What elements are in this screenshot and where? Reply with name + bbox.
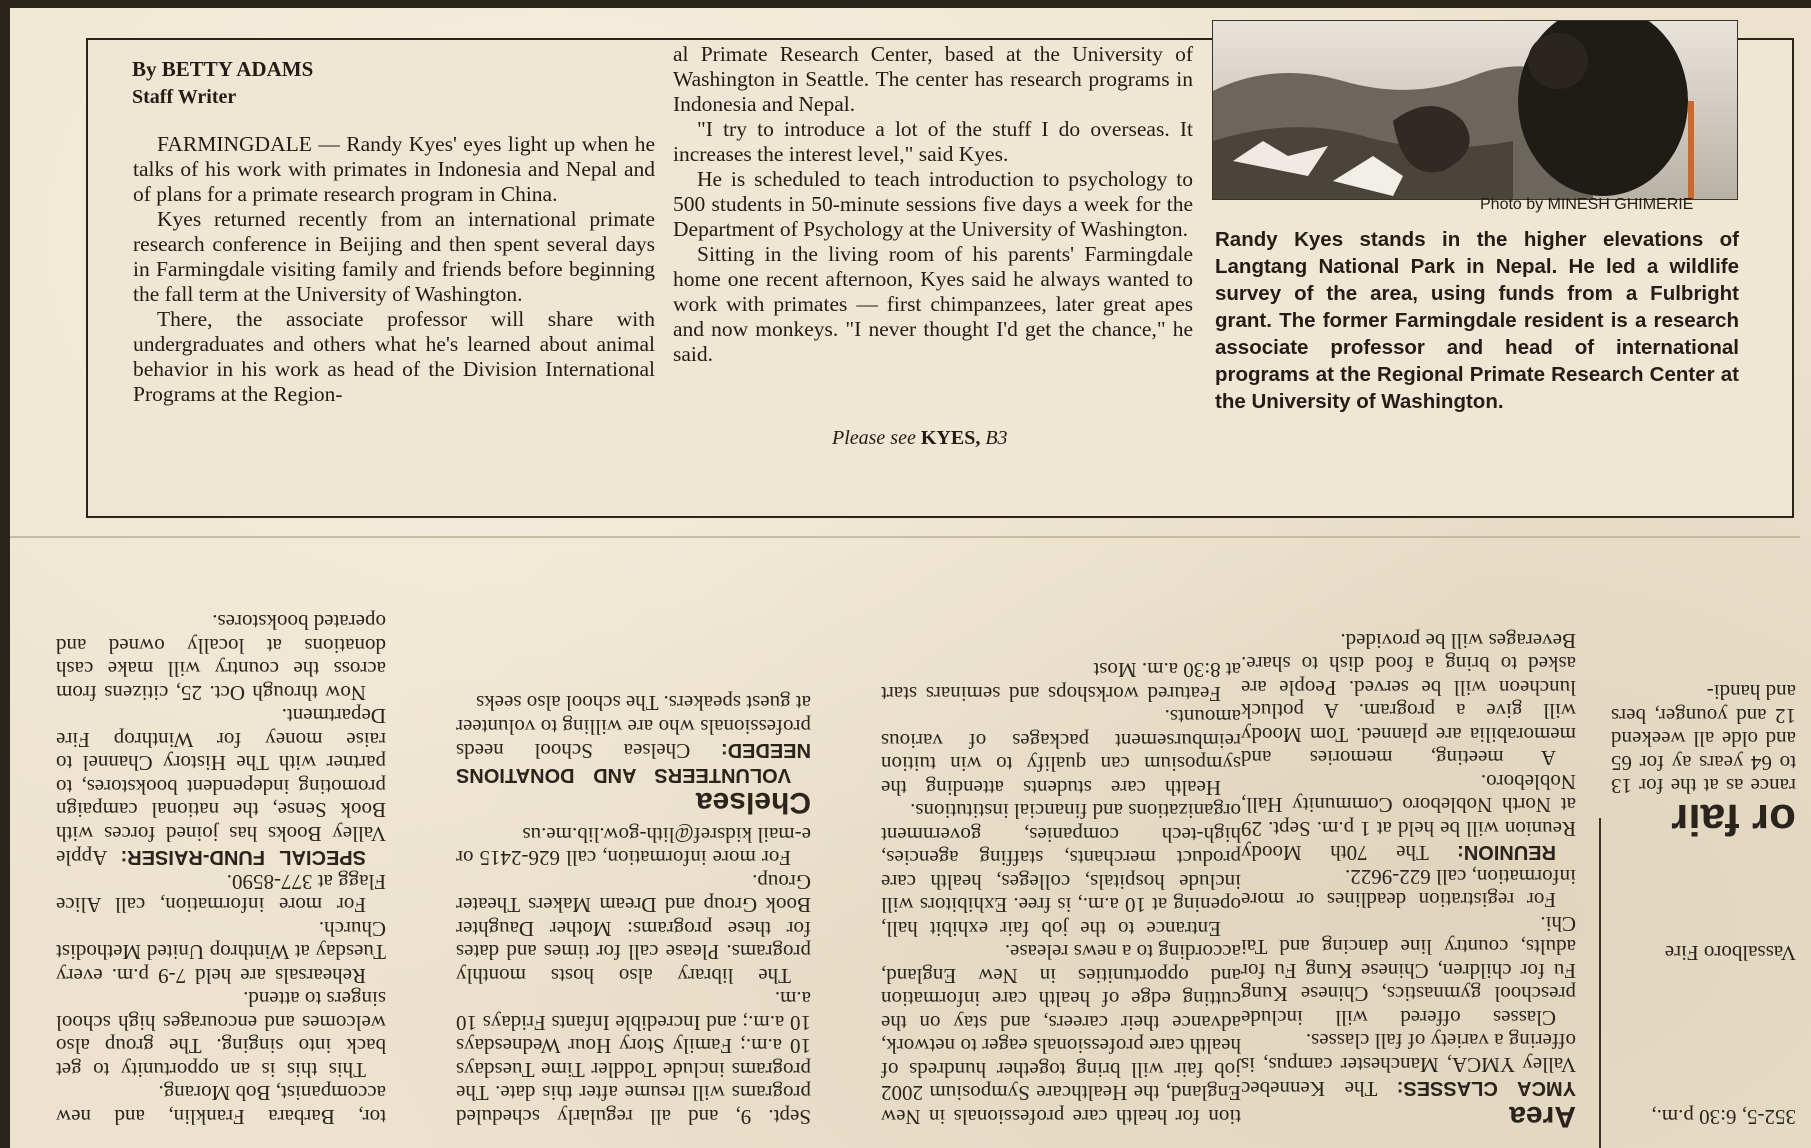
- upside-text: The 70th Moody Reunion will be held at 1 p.m. Sept. 29 at North Nobleboro Community Hall, Nobleboro.: [1241, 770, 1576, 866]
- upside-paragraph: [456, 691, 811, 787]
- upside-column-b: [456, 691, 811, 1128]
- upside-paragraph: [1241, 1029, 1576, 1101]
- byline-title: Staff Writer: [132, 86, 237, 108]
- byline: [132, 55, 313, 111]
- upside-keyword: SPECIAL FUND-RAISER:: [120, 846, 366, 869]
- upside-keyword: VOLUNTEERS AND DONATIONS NEEDED:: [456, 739, 811, 786]
- upside-column-e: [1611, 680, 1796, 1128]
- upside-paragraph: Now through Oct. 25, citizens from across the country will make cash donations at locally owned and operated bookstores.: [56, 610, 386, 705]
- article-paragraph: "I try to introduce a lot of the stuff I do overseas. It increases the interest level," said Kyes.: [673, 117, 1193, 166]
- upside-paragraph: A meeting, memories and memorabilia are planned. Tom Moody will give a program. A potluck luncheon will be served. People are asked to bring a food dish to share. Beverages will be provided.: [1241, 629, 1576, 771]
- photo-credit: Photo by MINESH GHIMERIE: [1480, 196, 1694, 213]
- upside-section-head: Chelsea: [695, 786, 811, 820]
- upside-keyword: YMCA CLASSES:: [1396, 1077, 1576, 1100]
- article-paragraph: Sitting in the living room of his parents' Farmingdale home one recent afternoon, Kyes said he always wanted to work with primates — first chimpanzees, later great apes and now monkeys. "I never thought I'd get the chance," he said.: [673, 242, 1193, 366]
- continued-page: B3: [985, 427, 1008, 449]
- photo-image: [1213, 21, 1737, 199]
- article-photo: [1212, 20, 1738, 200]
- upside-paragraph: Health care students attending the symposium can qualify to win tuition reimbursement packages of various amounts.: [881, 705, 1241, 800]
- article-paragraph: He is scheduled to teach introduction to psychology to 500 students in 50-minute sessions five days a week for the Department of Psychology at the University of Washington.: [673, 167, 1193, 241]
- upside-paragraph: For more information, call Alice Flagg at 377-8590.: [56, 870, 386, 918]
- photo-caption: Randy Kyes stands in the higher elevations of Langtang National Park in Nepal. He led a wildlife survey of the area, using funds from a Fulbright grant. The former Farmingdale resident is a research associate professor and head of international programs at the Regional Primate Research Center at the University of Washington.: [1215, 228, 1739, 413]
- upside-paragraph: tion for health care professionals in New England, the Healthcare Symposium 2002 job fair will bring together hundreds of health care professionals eager to network, advance their careers, and stay on the cutting edge of health care information and opportunities in New England, according to a news release.: [881, 940, 1241, 1129]
- article-paragraph: al Primate Research Center, based at the University of Washington in Seattle. The center has research programs in Indonesia and Nepal.: [673, 42, 1193, 116]
- article-column-2: [673, 42, 1193, 367]
- upside-paragraph: Sept. 9, and all regularly scheduled programs will resume after this date. The programs include Toddler Time Tuesdays 10 a.m.; Family Story Hour Wednesdays 10 a.m.; and Incredible Infants Fridays 10 a.m.: [456, 987, 811, 1129]
- article-column-1: [133, 132, 655, 407]
- upside-paragraph: Featured workshops and seminars start at 8:30 a.m. Most: [881, 658, 1241, 706]
- article-paragraph: There, the associate professor will share with undergraduates and others what he's learned about animal behavior in his work as head of the Division International Programs at the Region-: [133, 307, 655, 406]
- byline-name: By BETTY ADAMS: [132, 57, 314, 81]
- fold-line: [10, 536, 1800, 538]
- upside-paragraph: [1241, 770, 1576, 865]
- upside-text: Chelsea School needs professionals who are willing to volunteer at guest speakers. The school also seeks: [455, 691, 811, 764]
- column-rule: [1599, 818, 1601, 1148]
- upside-section-head: or fair: [1671, 795, 1796, 844]
- article-paragraph: FARMINGDALE — Randy Kyes' eyes light up when he talks of his work with primates in Indonesia and Nepal and of plans for a primate research program in China.: [133, 132, 655, 206]
- upside-paragraph: Entrance to the job fair exhibit hall, opening at 10 a.m., is free. Exhibitors will include hospitals, colleges, health care product merchants, staffing agencies, high-tech companies, government organizations and financial institutions.: [881, 799, 1241, 941]
- upside-paragraph: The library also hosts monthly programs. Please call for times and dates for these programs: Mother Daughter Book Group and Dream Makers Theater Group.: [456, 870, 811, 988]
- upside-paragraph: tor, Barbara Franklin, and new accompanist, Bob Morang.: [56, 1081, 386, 1129]
- article-paragraph: Kyes returned recently from an international primate research conference in Beijing and then spent several days in Farmingdale visiting family and friends before beginning the fall term at the University of Washington.: [133, 207, 655, 306]
- upside-column-c: [881, 658, 1241, 1128]
- upside-section-head: Area: [1509, 1100, 1576, 1133]
- upside-down-section: [0, 538, 1811, 1148]
- continued-prefix: Please see: [832, 427, 916, 449]
- upside-column-d: [1241, 629, 1576, 1133]
- upside-paragraph: For more information, call 626-2415 or e-mail kidsref@lith-gow.lib.me.us: [456, 823, 811, 871]
- upside-line: Vassalboro Fire: [1664, 941, 1796, 966]
- upside-text: Apple Valley Books has joined forces with Book Sense, the national campaign promoting independent bookstores, to partner with The History Channel to raise money for Winthrop Fire Department.: [55, 704, 386, 871]
- continued-name: KYES,: [920, 427, 981, 449]
- upside-keyword: REUNION:: [1457, 841, 1556, 864]
- upside-text: The Kennebec Valley YMCA, Manchester campus, is offering a variety of fall classes.: [1241, 1029, 1576, 1102]
- upside-paragraph: Rehearsals are held 7-9 p.m. every Tuesday at Winthrop United Methodist Church.: [56, 917, 386, 988]
- upside-paragraph: This this is an opportunity to get back into singing. The group also welcomes and encourages high school singers to attend.: [56, 987, 386, 1082]
- upside-paragraph: For registration deadlines or more information, call 622-9622.: [1241, 865, 1576, 913]
- upside-paragraph: [56, 704, 386, 870]
- upside-column-a: [56, 610, 386, 1128]
- continued-line: [832, 427, 1008, 450]
- upside-line: 352-5, 6:30 p.m.,: [1651, 1105, 1796, 1129]
- upside-paragraph: Classes offered will include preschool gymnastics, Chinese Kung Fu for children, Chinese Kung Fu for adults, country line dancing and Tai Chi.: [1241, 912, 1576, 1030]
- upside-text: rance as at the for 13 to 64 years ay for 65 and olde all weekend 12 and younger, bers and handi-: [1611, 680, 1796, 799]
